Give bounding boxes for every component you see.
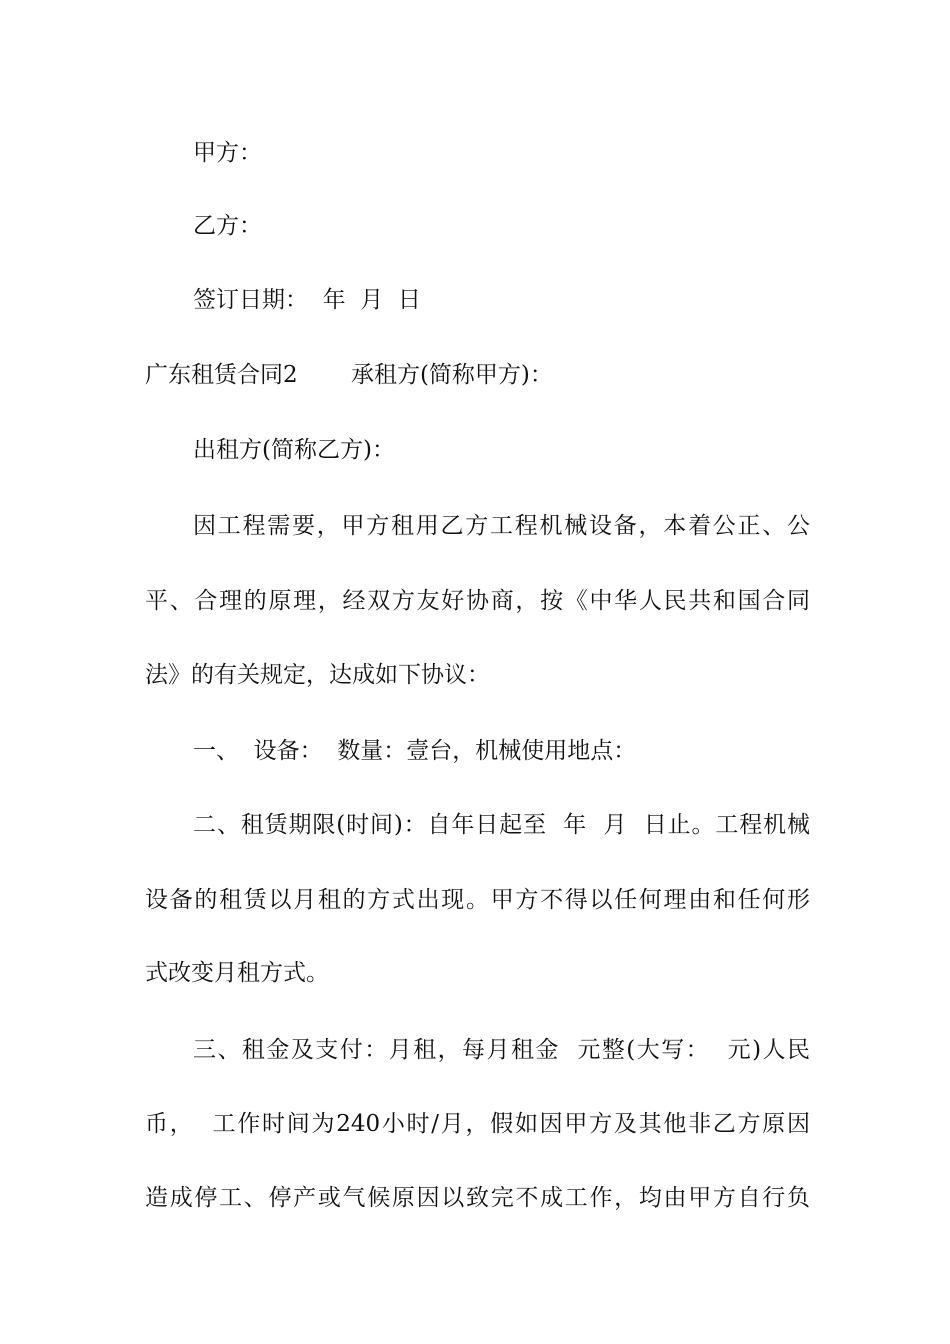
clause-3-line: 三、租金及支付：月租，每月租金 元整(大写： 元)人民 — [193, 1037, 810, 1063]
contract2-heading-line: 广东租赁合同2 承租方(简称甲方)： — [145, 362, 553, 388]
lessor-line: 出租方(简称乙方)： — [193, 437, 395, 463]
clause-3-line: 造成停工、停产或气候原因以致完不成工作，均由甲方自行负 — [145, 1185, 810, 1211]
clause-1-line: 一、 设备： 数量：壹台，机械使用地点： — [193, 738, 637, 764]
party-b-line: 乙方： — [193, 213, 262, 239]
preamble-line: 法》的有关规定，达成如下协议： — [145, 662, 490, 688]
clause-2-line: 式改变月租方式。 — [145, 960, 329, 986]
preamble-line: 因工程需要，甲方租用乙方工程机械设备，本着公正、公 — [193, 513, 810, 539]
sign-date-line: 签订日期： 年 月 日 — [193, 287, 421, 313]
party-a-line: 甲方： — [193, 140, 262, 166]
clause-3-line: 币， 工作时间为240小时/月，假如因甲方及其他非乙方原因 — [145, 1111, 810, 1137]
clause-2-line: 设备的租赁以月租的方式出现。甲方不得以任何理由和任何形 — [145, 887, 810, 913]
clause-2-line: 二、租赁期限(时间)：自年日起至 年 月 日止。工程机械 — [193, 812, 810, 838]
preamble-line: 平、合理的原理，经双方友好协商，按《中华人民共和国合同 — [145, 588, 810, 614]
